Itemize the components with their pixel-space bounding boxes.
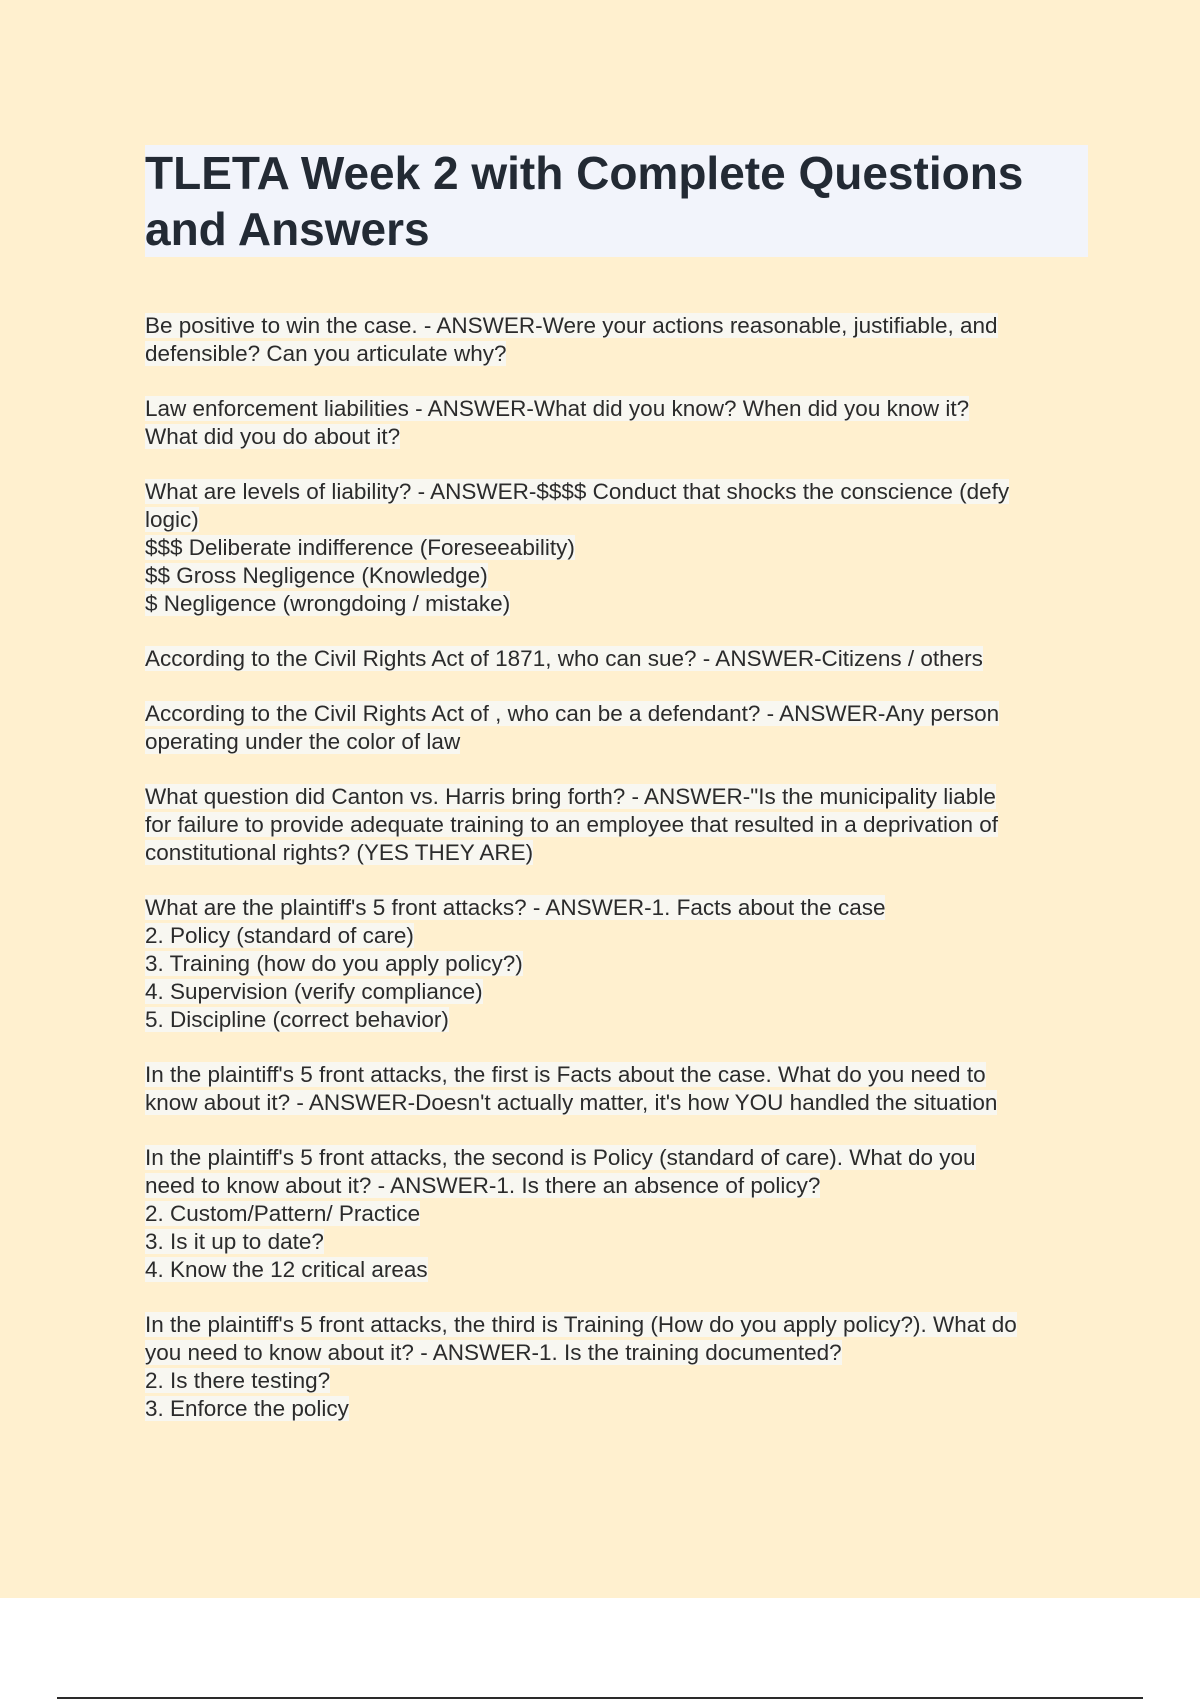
qa-item	[145, 1311, 1095, 1423]
qa-line	[145, 1339, 1095, 1367]
qa-line	[145, 1395, 1095, 1423]
qa-line-text: 2. Policy (standard of care)	[145, 923, 414, 948]
qa-item	[145, 478, 1095, 618]
document-title	[145, 145, 1085, 257]
qa-line-text: What are levels of liability? - ANSWER-$$$$ Conduct that shocks the conscience (defy	[145, 479, 1010, 504]
qa-line	[145, 978, 1095, 1006]
qa-line	[145, 395, 1095, 423]
qa-line	[145, 1061, 1095, 1089]
qa-line-text: 2. Custom/Pattern/ Practice	[145, 1201, 421, 1226]
qa-item	[145, 1061, 1095, 1117]
qa-line-text: for failure to provide adequate training to an employee that resulted in a deprivation of	[145, 812, 999, 837]
qa-line	[145, 1228, 1095, 1256]
qa-line	[145, 783, 1095, 811]
title-line: and Answers	[145, 203, 430, 255]
qa-line-text: In the plaintiff's 5 front attacks, the third is Training (How do you apply policy?). What do	[145, 1312, 1017, 1337]
qa-line	[145, 506, 1095, 534]
qa-line-text: 3. Enforce the policy	[145, 1396, 349, 1421]
qa-item	[145, 312, 1095, 368]
qa-line-text: What question did Canton vs. Harris bring forth? - ANSWER-"Is the municipality liable	[145, 784, 996, 809]
qa-item	[145, 1144, 1095, 1284]
qa-line	[145, 534, 1095, 562]
qa-line	[145, 894, 1095, 922]
qa-line-text: What are the plaintiff's 5 front attacks? - ANSWER-1. Facts about the case	[145, 895, 886, 920]
qa-line	[145, 1006, 1095, 1034]
qa-line-text: According to the Civil Rights Act of , who can be a defendant? - ANSWER-Any person	[145, 701, 1000, 726]
qa-line-text: $ Negligence (wrongdoing / mistake)	[145, 591, 511, 616]
qa-item	[145, 783, 1095, 867]
qa-line-text: What did you do about it?	[145, 424, 401, 449]
qa-line	[145, 645, 1095, 673]
qa-line-text: logic)	[145, 507, 199, 532]
qa-line	[145, 728, 1095, 756]
qa-list	[145, 312, 1095, 1450]
qa-line-text: In the plaintiff's 5 front attacks, the second is Policy (standard of care). What do you	[145, 1145, 976, 1170]
qa-line-text: operating under the color of law	[145, 729, 461, 754]
qa-line	[145, 1172, 1095, 1200]
qa-line-text: 4. Supervision (verify compliance)	[145, 979, 483, 1004]
qa-line	[145, 922, 1095, 950]
qa-line-text: 4. Know the 12 critical areas	[145, 1257, 428, 1282]
qa-line	[145, 1256, 1095, 1284]
qa-line-text: $$$ Deliberate indifference (Foreseeability)	[145, 535, 575, 560]
qa-line	[145, 700, 1095, 728]
title-line: TLETA Week 2 with Complete Questions	[145, 147, 1024, 199]
qa-line	[145, 950, 1095, 978]
qa-line-text: you need to know about it? - ANSWER-1. Is the training documented?	[145, 1340, 842, 1365]
qa-item	[145, 395, 1095, 451]
qa-line	[145, 423, 1095, 451]
qa-line	[145, 839, 1095, 867]
qa-line	[145, 1367, 1095, 1395]
qa-line-text: constitutional rights? (YES THEY ARE)	[145, 840, 534, 865]
qa-line	[145, 1200, 1095, 1228]
qa-item	[145, 645, 1095, 673]
qa-line	[145, 478, 1095, 506]
qa-line	[145, 590, 1095, 618]
qa-line	[145, 562, 1095, 590]
qa-line-text: 3. Training (how do you apply policy?)	[145, 951, 523, 976]
qa-line-text: Be positive to win the case. - ANSWER-Were your actions reasonable, justifiable, and	[145, 313, 998, 338]
qa-item	[145, 894, 1095, 1034]
qa-line	[145, 1144, 1095, 1172]
qa-line	[145, 312, 1095, 340]
qa-line	[145, 1089, 1095, 1117]
qa-line-text: In the plaintiff's 5 front attacks, the first is Facts about the case. What do you need to	[145, 1062, 986, 1087]
qa-line-text: Law enforcement liabilities - ANSWER-What did you know? When did you know it?	[145, 396, 970, 421]
qa-line-text: According to the Civil Rights Act of 1871, who can sue? - ANSWER-Citizens / others	[145, 646, 983, 671]
page-divider	[57, 1697, 1143, 1699]
qa-item	[145, 700, 1095, 756]
qa-line	[145, 811, 1095, 839]
qa-line-text: $$ Gross Negligence (Knowledge)	[145, 563, 488, 588]
qa-line	[145, 1311, 1095, 1339]
qa-line-text: 2. Is there testing?	[145, 1368, 331, 1393]
qa-line-text: defensible? Can you articulate why?	[145, 341, 507, 366]
qa-line-text: know about it? - ANSWER-Doesn't actually matter, it's how YOU handled the situation	[145, 1090, 998, 1115]
qa-line	[145, 340, 1095, 368]
qa-line-text: 3. Is it up to date?	[145, 1229, 324, 1254]
qa-line-text: 5. Discipline (correct behavior)	[145, 1007, 449, 1032]
qa-line-text: need to know about it? - ANSWER-1. Is there an absence of policy?	[145, 1173, 821, 1198]
